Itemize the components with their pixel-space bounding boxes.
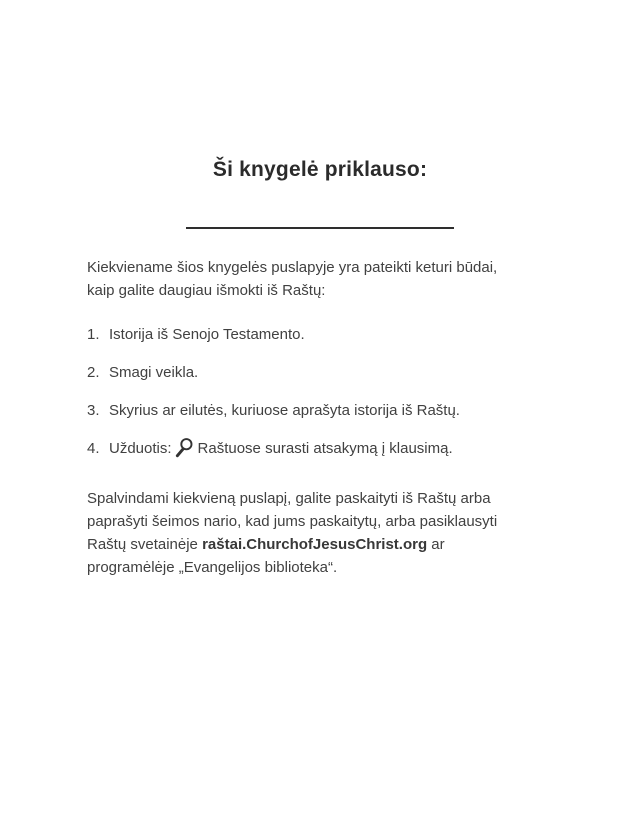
list-item-1	[87, 323, 567, 346]
page-title: Ši knygelė priklauso:	[212, 158, 428, 181]
magnifier-icon	[175, 437, 193, 465]
outro-paragraph	[87, 487, 567, 579]
outro-line-3-suffix: ar	[427, 536, 445, 553]
list-item-text: Istorija iš Senojo Testamento.	[109, 326, 305, 343]
list-item-text: Skyrius ar eilutės, kuriuose aprašyta istorija iš Raštų.	[109, 402, 460, 419]
list-item-2	[87, 361, 567, 384]
name-blank-line	[186, 227, 454, 229]
list-item-number: 4.	[87, 440, 100, 457]
scriptures-url-text: raštai.ChurchofJesusChrist.org	[202, 536, 428, 553]
list-item-number: 3.	[87, 402, 100, 419]
intro-paragraph	[87, 256, 547, 302]
list-item-text-before-icon: Užduotis:	[109, 440, 172, 457]
outro-line-3	[87, 533, 567, 556]
list-item-text-after-icon: Raštuose surasti atsakymą į klausimą.	[197, 440, 453, 457]
list-item-number: 1.	[87, 326, 100, 343]
outro-line-4: programėlėje „Evangelijos biblioteka“.	[87, 559, 338, 576]
outro-line-2: paprašyti šeimos nario, kad jums paskaitytų, arba pasiklausyti	[87, 513, 498, 530]
intro-line-1: Kiekviename šios knygelės puslapyje yra pateikti keturi būdai,	[87, 259, 498, 276]
intro-line-2: kaip galite daugiau išmokti iš Raštų:	[87, 282, 326, 299]
list-item-text: Smagi veikla.	[109, 364, 199, 381]
list-item-4	[87, 437, 567, 465]
list-item-number: 2.	[87, 364, 100, 381]
outro-line-3-prefix: Raštų svetainėje	[87, 536, 203, 553]
outro-line-1: Spalvindami kiekvieną puslapį, galite paskaityti iš Raštų arba	[87, 490, 491, 507]
list-item-3	[87, 399, 567, 422]
